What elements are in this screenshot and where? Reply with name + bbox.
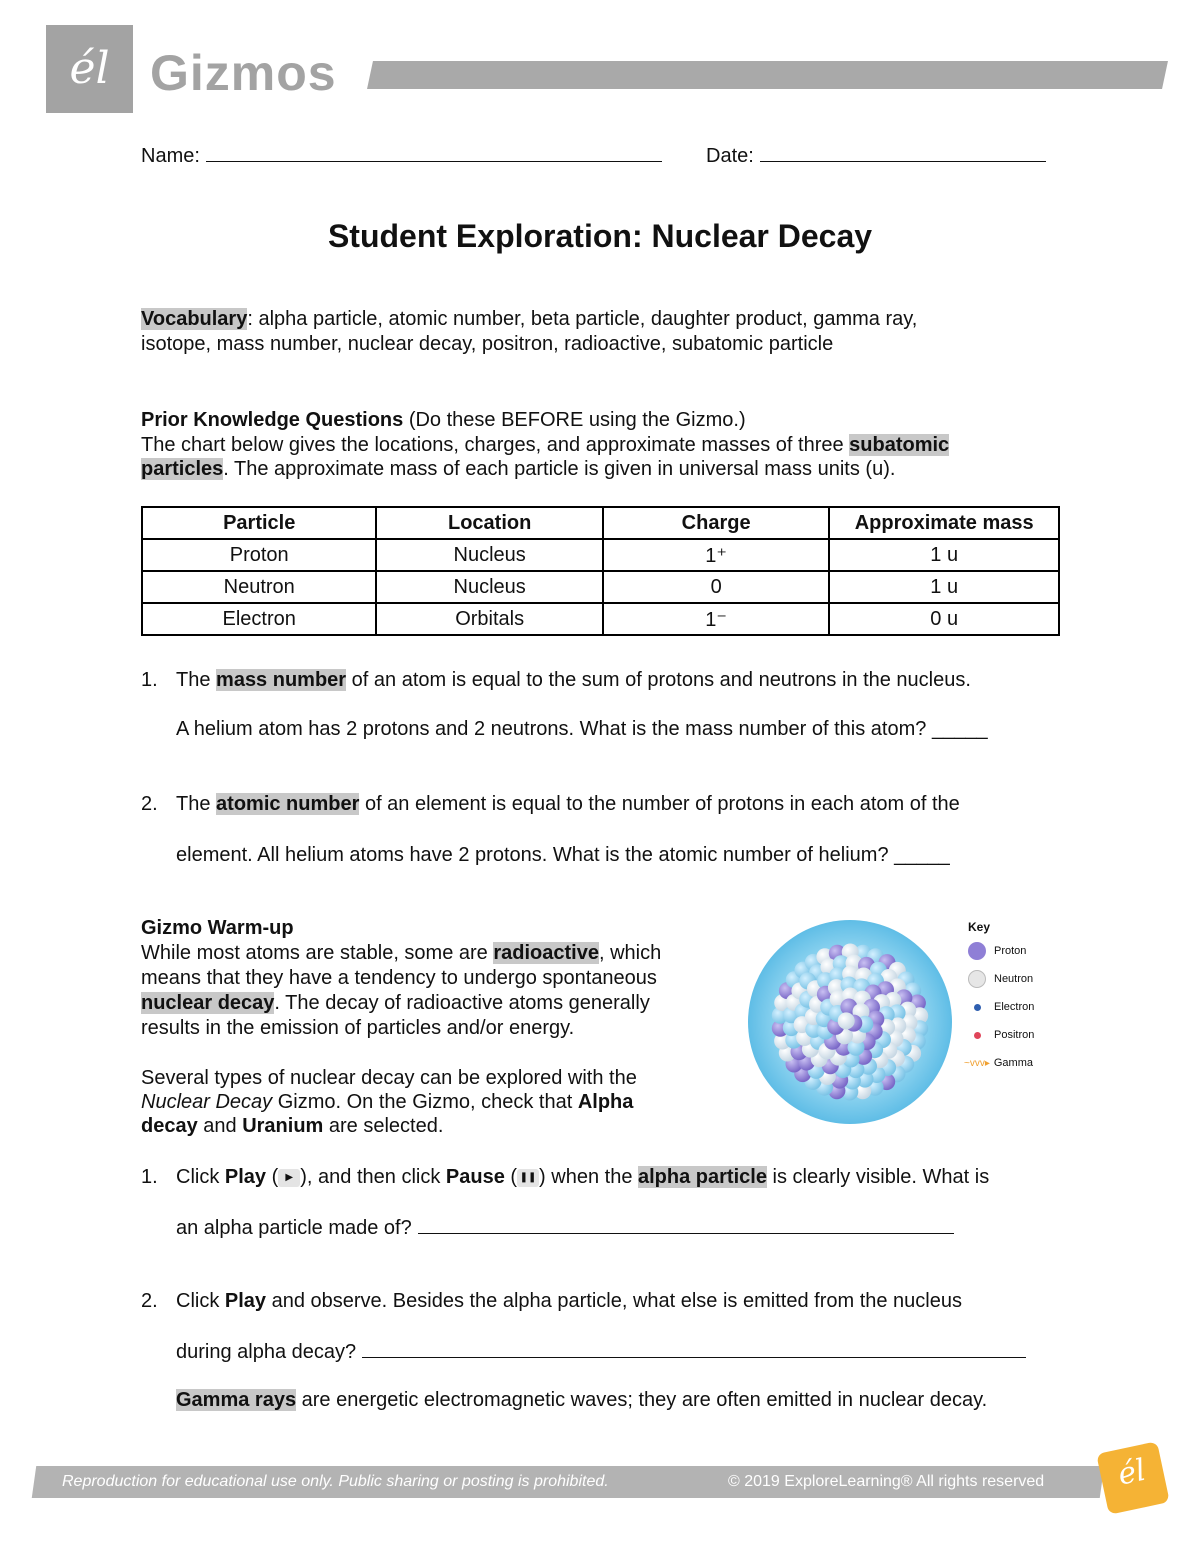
question-1-line-2[interactable]: A helium atom has 2 protons and 2 neutrons. What is the mass number of this atom? _____ (176, 718, 988, 740)
brand-name: Gizmos (150, 45, 337, 101)
table-cell: 1⁻ (603, 603, 829, 635)
key-title: Key (968, 920, 991, 934)
vocabulary-line-2: isotope, mass number, nuclear decay, positron, radioactive, subatomic particle (141, 333, 834, 355)
proton-icon (968, 942, 986, 960)
table-cell: Orbitals (376, 603, 602, 635)
table-header: Particle (142, 507, 376, 539)
warmup-p2-line-1: Several types of nuclear decay can be explored with the (141, 1067, 637, 1089)
table-header: Location (376, 507, 602, 539)
nucleon-ball (838, 1012, 855, 1029)
prior-line-2: particles. The approximate mass of each particle is given in universal mass units (u). (141, 458, 896, 480)
gizmos-logo: él (46, 25, 133, 113)
prior-heading: Prior Knowledge Questions (Do these BEFORE using the Gizmo.) (141, 409, 746, 431)
page-title: Student Exploration: Nuclear Decay (327, 218, 873, 254)
particle-table (141, 506, 1060, 636)
question-number: 1. (141, 1166, 158, 1188)
key-item-electron: Electron (968, 998, 1068, 1026)
warmup-p1-line-2: means that they have a tendency to undergo spontaneous (141, 967, 657, 989)
gamma-wave-icon: ~vvv▸ (964, 1058, 990, 1069)
question-1-line-1: The mass number of an atom is equal to the sum of protons and neutrons in the nucleus. (176, 669, 971, 691)
positron-icon (974, 1032, 981, 1039)
header-bar (367, 61, 1168, 89)
key-item-positron: Positron (968, 1026, 1068, 1054)
warmup-question-1-line-1: Click Play ( ▶ ), and then click Pause ( ❚❚ ) when the alpha particle is clearly visible. What is (176, 1166, 990, 1188)
table-cell: Proton (142, 539, 376, 571)
neutron-icon (968, 970, 986, 988)
question-2-line-1: The atomic number of an element is equal to the number of protons in each atom of the (176, 793, 960, 815)
nucleus-illustration (740, 918, 960, 1128)
name-field[interactable]: Name: (141, 143, 662, 168)
table-row (142, 571, 1059, 603)
table-header: Approximate mass (829, 507, 1059, 539)
gamma-rays-note: Gamma rays are energetic electromagnetic waves; they are often emitted in nuclear decay. (176, 1389, 988, 1411)
footer-notice: Reproduction for educational use only. Public sharing or posting is prohibited. (62, 1473, 609, 1490)
play-icon: ▶ (278, 1169, 300, 1187)
question-2-line-2[interactable]: element. All helium atoms have 2 protons. What is the atomic number of helium? _____ (176, 844, 950, 866)
question-number: 1. (141, 669, 158, 691)
date-field[interactable]: Date: (706, 143, 1046, 168)
vocabulary-line-1: Vocabulary: alpha particle, atomic number, beta particle, daughter product, gamma ray, (141, 308, 918, 330)
pause-icon: ❚❚ (517, 1169, 539, 1187)
table-row (142, 603, 1059, 635)
footer-copyright: © 2019 ExploreLearning® All rights reserved (728, 1473, 1045, 1490)
warmup-question-2-line-1: Click Play and observe. Besides the alpha particle, what else is emitted from the nucleus (176, 1290, 962, 1312)
table-cell: 0 u (829, 603, 1059, 635)
warmup-p1-line-3: nuclear decay. The decay of radioactive atoms generally (141, 992, 650, 1014)
question-number: 2. (141, 793, 158, 815)
explorelearning-logo: él (1096, 1441, 1170, 1515)
warmup-question-2-line-2[interactable]: during alpha decay? (176, 1339, 1026, 1364)
table-cell: 1 u (829, 539, 1059, 571)
table-cell: Nucleus (376, 571, 602, 603)
prior-line-1: The chart below gives the locations, charges, and approximate masses of three subatomic (141, 434, 950, 456)
nucleus-key (964, 918, 1068, 1082)
table-cell: Electron (142, 603, 376, 635)
question-number: 2. (141, 1290, 158, 1312)
table-cell: 1⁺ (603, 539, 829, 571)
table-header-row (142, 507, 1059, 539)
table-header: Charge (603, 507, 829, 539)
warmup-p1-line-1: While most atoms are stable, some are radioactive, which (141, 942, 662, 964)
key-item-proton: Proton (968, 942, 1068, 970)
table-row (142, 539, 1059, 571)
warmup-heading: Gizmo Warm-up (141, 917, 294, 939)
key-item-gamma: ~vvv▸ Gamma (964, 1057, 1033, 1069)
warmup-p2-line-3: decay and Uranium are selected. (141, 1115, 444, 1137)
table-cell: 0 (603, 571, 829, 603)
warmup-question-1-line-2[interactable]: an alpha particle made of? (176, 1215, 954, 1240)
key-item-neutron: Neutron (968, 970, 1068, 998)
electron-icon (974, 1004, 981, 1011)
table-cell: Neutron (142, 571, 376, 603)
table-cell: 1 u (829, 571, 1059, 603)
warmup-p2-line-2: Nuclear Decay Gizmo. On the Gizmo, check that Alpha (141, 1091, 634, 1113)
warmup-p1-line-4: results in the emission of particles and/or energy. (141, 1017, 575, 1039)
table-cell: Nucleus (376, 539, 602, 571)
